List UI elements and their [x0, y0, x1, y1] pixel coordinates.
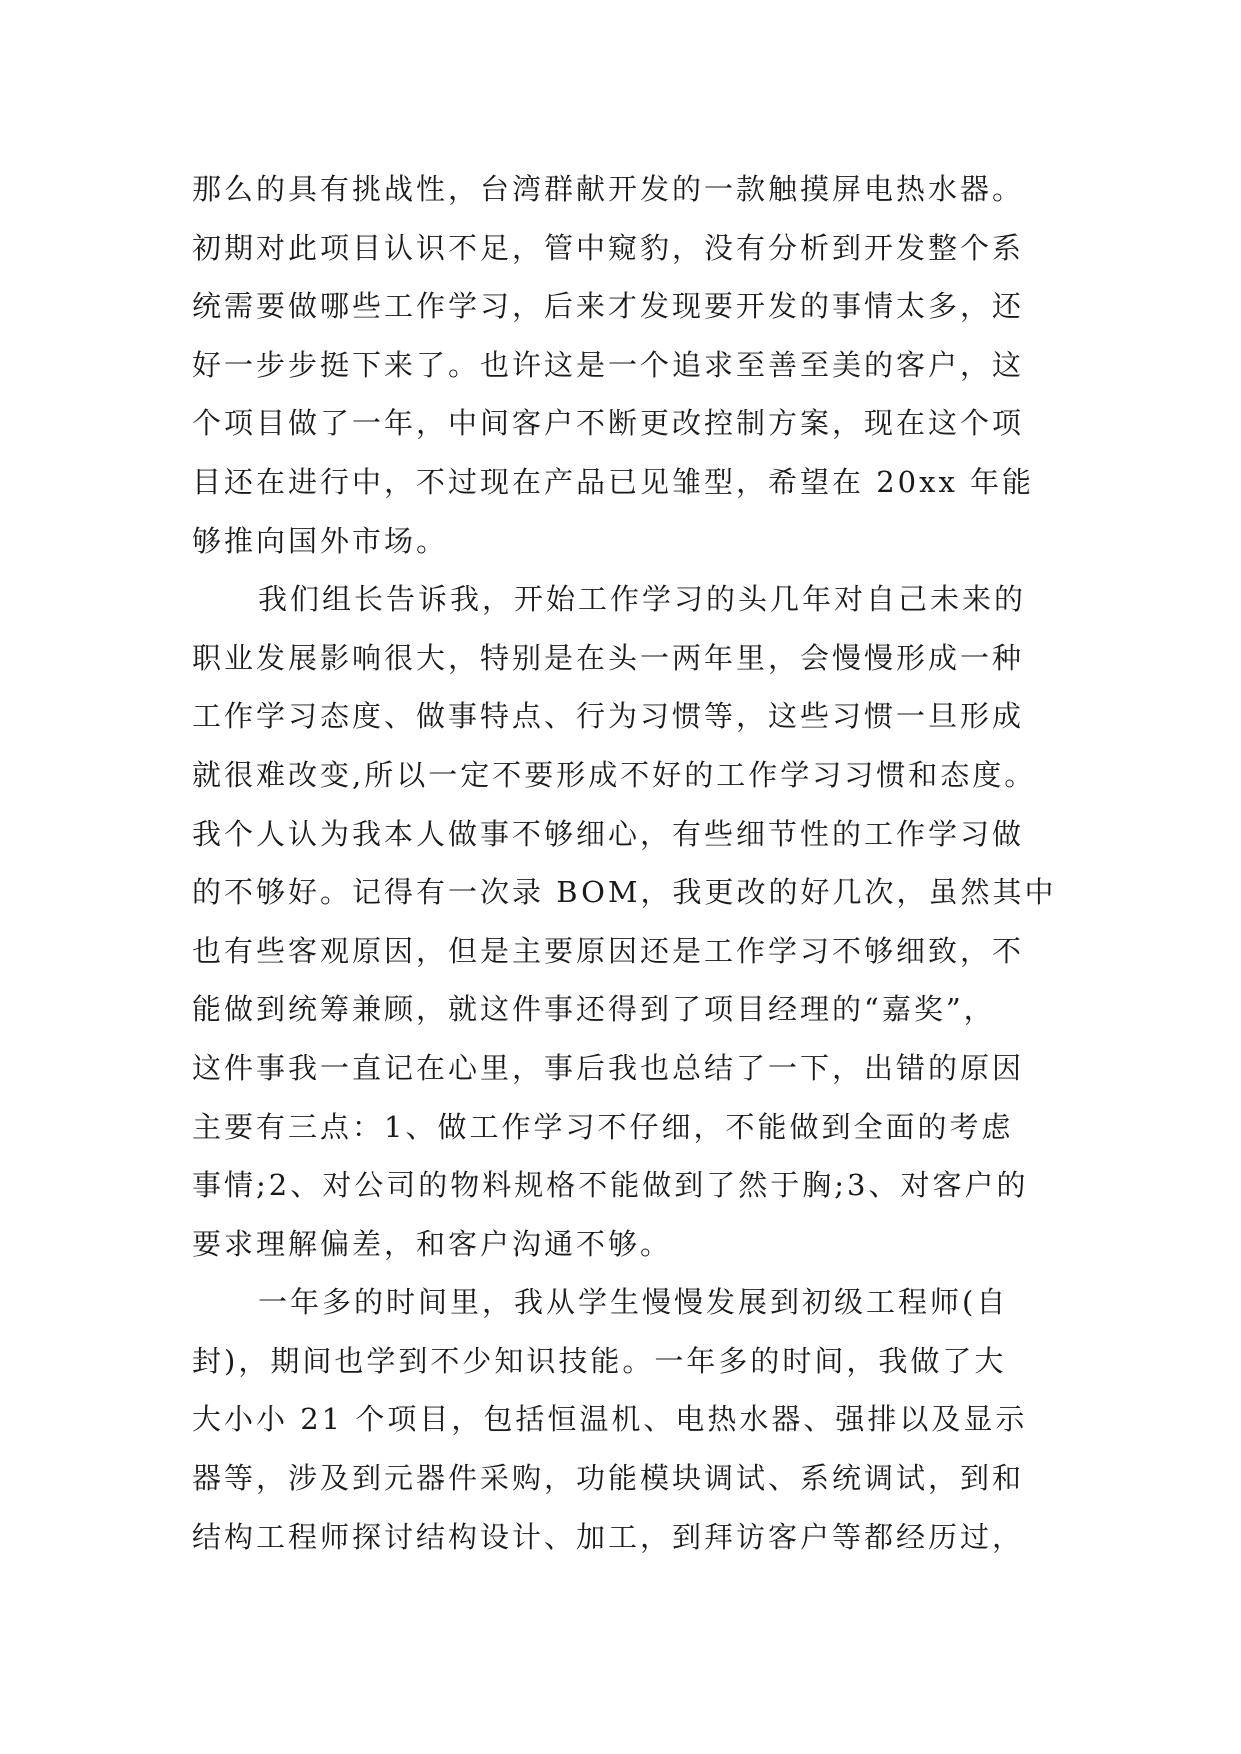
text-line: 封)，期间也学到不少知识技能。一年多的时间，我做了大 [192, 1343, 1007, 1378]
text-line: 职业发展影响很大，特别是在头一两年里，会慢慢形成一种 [192, 640, 1025, 675]
text-line: 够推向国外市场。 [192, 523, 449, 558]
text-line: 器等，涉及到元器件采购，功能模块调试、系统调试，到和 [192, 1461, 1025, 1496]
text-line: 结构工程师探讨结构设计、加工，到拜访客户等都经历过， [192, 1519, 1025, 1554]
text-line: 初期对此项目认识不足，管中窥豹，没有分析到开发整个系 [192, 230, 1025, 265]
text-line: 目还在进行中，不过现在产品已见雏型，希望在 20xx 年能 [192, 464, 1035, 499]
paragraph-first-line: 我们组长告诉我，开始工作学习的头几年对自己未来的 [258, 582, 1027, 617]
text-line: 那么的具有挑战性，台湾群献开发的一款触摸屏电热水器。 [192, 172, 1025, 206]
text-line: 的不够好。记得有一次录 BOM，我更改的好几次，虽然其中 [192, 875, 1057, 910]
text-line: 主要有三点：1、做工作学习不仔细，不能做到全面的考虑 [192, 1109, 1014, 1144]
text-line: 要求理解偏差，和客户沟通不够。 [192, 1226, 673, 1261]
text-line: 统需要做哪些工作学习，后来才发现要开发的事情太多，还 [192, 289, 1025, 324]
text-line: 我个人认为我本人做事不够细心，有些细节性的工作学习做 [192, 816, 1025, 851]
text-line: 这件事我一直记在心里，事后我也总结了一下，出错的原因 [192, 1050, 1025, 1085]
text-line: 大小小 21 个项目，包括恒温机、电热水器、强排以及显示 [192, 1402, 1028, 1437]
text-line: 就很难改变,所以一定不要形成不好的工作学习习惯和态度。 [192, 757, 1037, 792]
text-line: 工作学习态度、做事特点、行为习惯等，这些习惯一旦形成 [192, 699, 1025, 734]
body-text [192, 160, 1072, 1566]
text-line: 事情;2、对公司的物料规格不能做到了然于胸;3、对客户的 [192, 1168, 1029, 1203]
text-line: 能做到统筹兼顾，就这件事还得到了项目经理的“嘉奖”， [192, 992, 996, 1027]
text-line: 个项目做了一年，中间客户不断更改控制方案，现在这个项 [192, 406, 1025, 441]
text-line: 也有些客观原因，但是主要原因还是工作学习不够细致，不 [192, 933, 1025, 968]
paragraph-first-line: 一年多的时间里，我从学生慢慢发展到初级工程师(自 [258, 1285, 1009, 1320]
text-line: 好一步步挺下来了。也许这是一个追求至善至美的客户，这 [192, 347, 1025, 382]
